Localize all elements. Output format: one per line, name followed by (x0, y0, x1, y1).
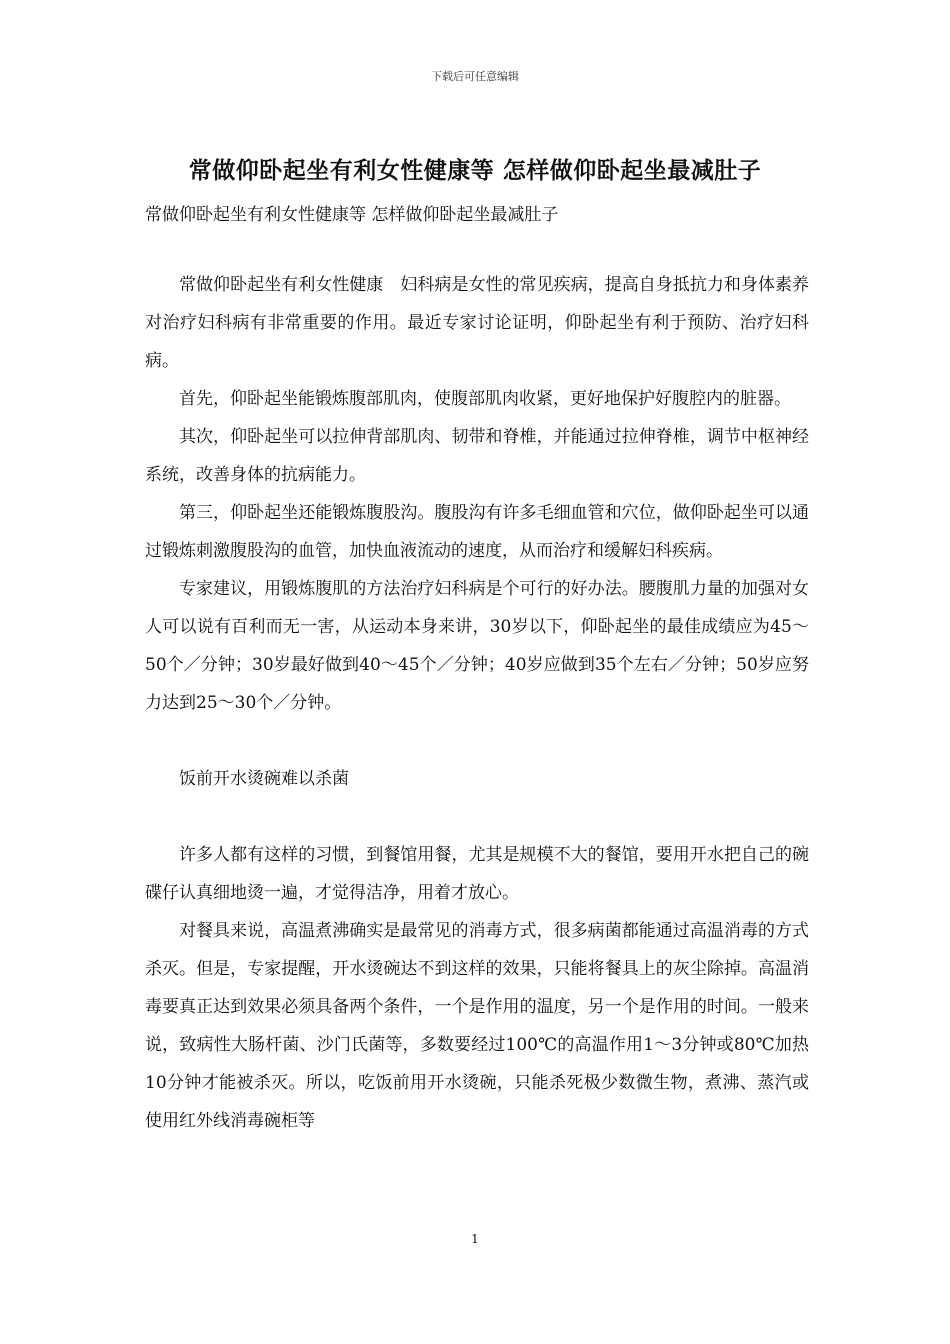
paragraph-habit: 许多人都有这样的习惯，到餐馆用餐，尤其是规模不大的餐馆，要用开水把自己的碗碟仔认真细地烫一遍，才觉得洁净，用着才放心。 (145, 845, 809, 903)
paragraph-advice: 专家建议，用锻炼腹肌的方法治疗妇科病是个可行的好办法。腰腹肌力量的加强对女人可以说有百利而无一害，从运动本身来讲，30岁以下，仰卧起坐的最佳成绩应为45～50个／分钟；30岁最好做到40～45个／分钟；40岁应做到35个左右／分钟；50岁应努力达到25～30个／分钟。 (145, 579, 809, 713)
paragraph-disinfection: 对餐具来说，高温煮沸确实是最常见的消毒方式，很多病菌都能通过高温消毒的方式杀灭。但是，专家提醒，开水烫碗达不到这样的效果，只能将餐具上的灰尘除掉。高温消毒要真正达到效果必须具备两个条件，一个是作用的温度，另一个是作用的时间。一般来说，致病性大肠杆菌、沙门氏菌等，多数要经过100℃的高温作用1～3分钟或80℃加热10分钟才能被杀灭。所以，吃饭前用开水烫碗，只能杀死极少数微生物，煮沸、蒸汽或使用红外线消毒碗柜等 (145, 921, 809, 1131)
paragraph-first: 首先，仰卧起坐能锻炼腹部肌肉，使腹部肌肉收紧，更好地保护好腹腔内的脏器。 (179, 389, 791, 409)
paragraph-second: 其次，仰卧起坐可以拉伸背部肌肉、韧带和脊椎，并能通过拉伸脊椎，调节中枢神经系统，改善身体的抗病能力。 (145, 427, 809, 485)
document-title: 常做仰卧起坐有利女性健康等 怎样做仰卧起坐最减肚子 (188, 157, 762, 184)
document-subtitle: 常做仰卧起坐有利女性健康等 怎样做仰卧起坐最减肚子 (145, 205, 559, 225)
paragraph-intro: 常做仰卧起坐有利女性健康 妇科病是女性的常见疾病，提高自身抵抗力和身体素养对治疗妇科病有非常重要的作用。最近专家讨论证明，仰卧起坐有利于预防、治疗妇科病。 (145, 275, 809, 371)
document-body (145, 266, 809, 1140)
section-heading: 饭前开水烫碗难以杀菌 (179, 769, 349, 789)
paragraph-third: 第三，仰卧起坐还能锻炼腹股沟。腹股沟有许多毛细血管和穴位，做仰卧起坐可以通过锻炼刺激腹股沟的血管，加快血液流动的速度，从而治疗和缓解妇科疾病。 (145, 503, 809, 561)
page-header: 下载后可任意编辑 (431, 70, 519, 83)
page-number: 1 (471, 1232, 479, 1246)
